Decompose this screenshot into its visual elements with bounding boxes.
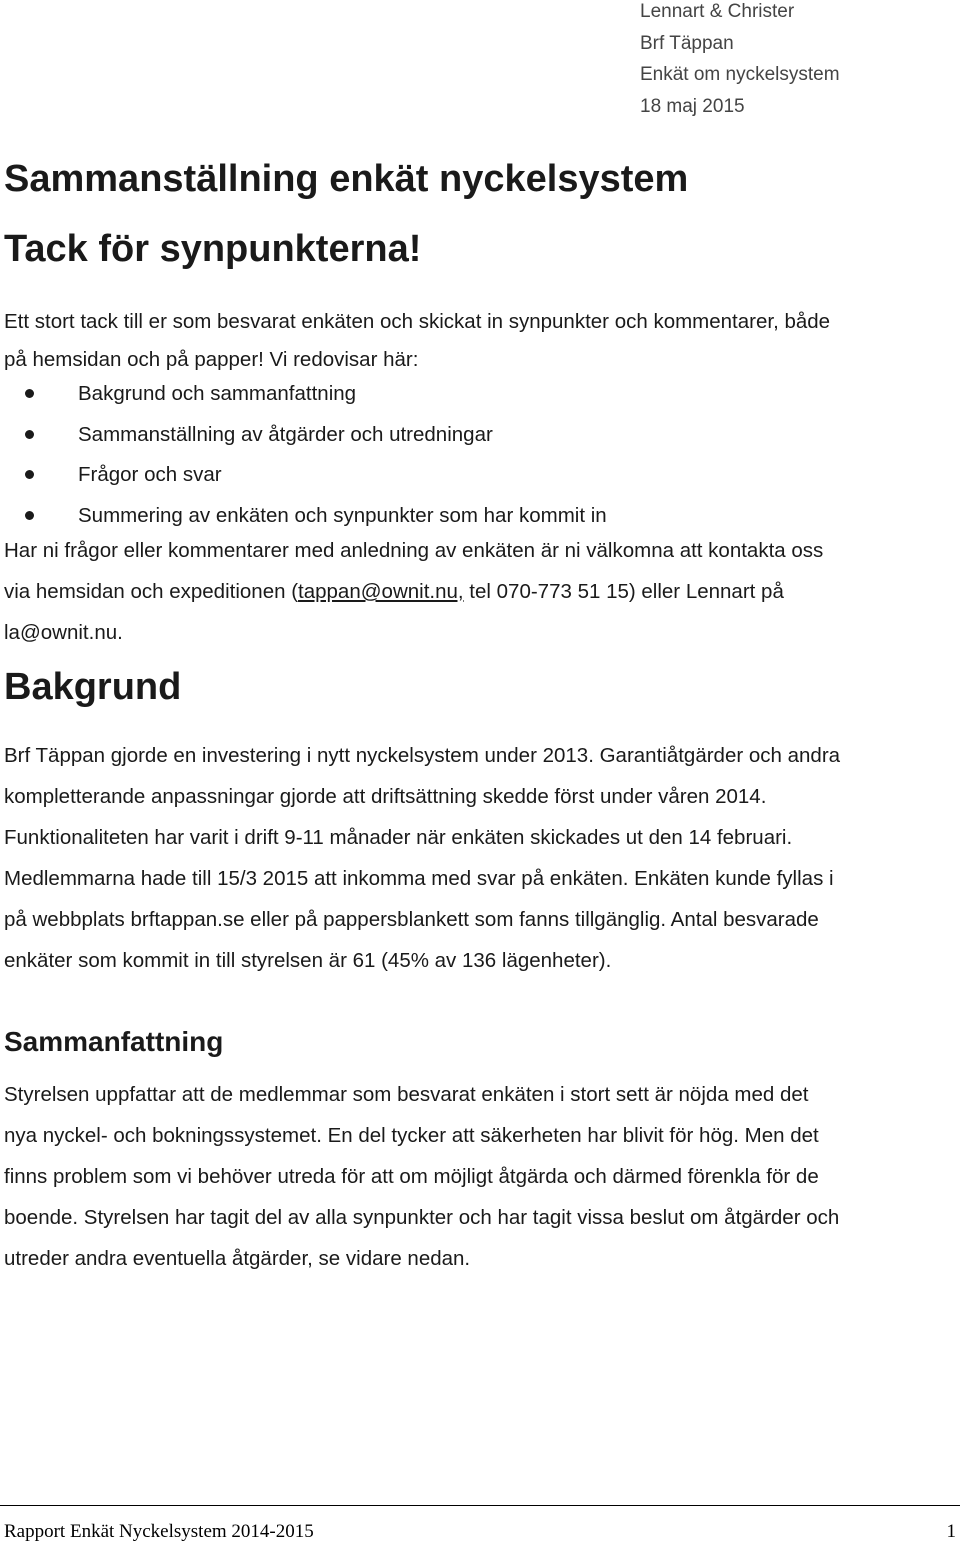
contact-line: via hemsidan och expeditionen (tappan@ownit.nu, tel 070-773 51 15) eller Lennart på [4, 580, 784, 603]
email-link[interactable]: tappan@ownit.nu, [298, 580, 464, 603]
list-item-label: Bakgrund och sammanfattning [78, 382, 357, 405]
paragraph-line: enkäter som kommit in till styrelsen är 61 (45% av 136 lägenheter). [4, 949, 612, 972]
bullet-icon [25, 470, 34, 479]
paragraph-line: Funktionaliteten har varit i drift 9-11 månader när enkäten skickades ut den 14 februari. [4, 826, 793, 849]
list-item-label: Frågor och svar [78, 463, 222, 486]
bullet-icon [25, 389, 34, 398]
paragraph-line: Styrelsen uppfattar att de medlemmar som besvarat enkäten i stort sett är nöjda med det [4, 1083, 809, 1106]
footer-divider [0, 1505, 960, 1506]
paragraph-line: nya nyckel- och bokningssystemet. En del tycker att säkerheten har blivit för hög. Men det [4, 1124, 819, 1147]
header-date: 18 maj 2015 [640, 95, 745, 117]
paragraph-line: Brf Täppan gjorde en investering i nytt nyckelsystem under 2013. Garantiåtgärder och andra [4, 744, 841, 767]
header-authors: Lennart & Christer [640, 1, 795, 22]
list-item [0, 415, 607, 456]
header-organization: Brf Täppan [640, 32, 734, 54]
header-subject: Enkät om nyckelsystem [640, 64, 840, 85]
bakgrund-paragraph [4, 735, 840, 981]
document-header [640, 0, 840, 122]
list-item-label: Summering av enkäten och synpunkter som har kommit in [78, 503, 607, 527]
document-title: Sammanställning enkät nyckelsystem [4, 158, 689, 200]
contact-paragraph [4, 530, 823, 653]
intro-line: Ett stort tack till er som besvarat enkäten och skickat in synpunkter och kommentarer, både [4, 310, 831, 333]
paragraph-line: boende. Styrelsen har tagit del av alla synpunkter och har tagit vissa beslut om åtgärder och [4, 1206, 840, 1229]
contact-line: la@ownit.nu. [4, 621, 123, 644]
list-item [0, 455, 607, 496]
paragraph-line: kompletterande anpassningar gjorde att driftsättning skedde först under våren 2014. [4, 785, 767, 808]
paragraph-line: utreder andra eventuella åtgärder, se vidare nedan. [4, 1247, 471, 1270]
list-item-label: Sammanställning av åtgärder och utredningar [78, 422, 493, 446]
footer-title: Rapport Enkät Nyckelsystem 2014-2015 [4, 1521, 314, 1542]
sammanfattning-paragraph [4, 1074, 839, 1279]
bullet-icon [25, 430, 34, 439]
intro-line: på hemsidan och på papper! Vi redovisar här: [4, 348, 419, 371]
page-number: 1 [946, 1521, 956, 1542]
sammanfattning-heading: Sammanfattning [4, 1026, 224, 1057]
document-subtitle: Tack för synpunkterna! [4, 228, 422, 270]
bakgrund-heading: Bakgrund [4, 666, 182, 708]
paragraph-line: på webbplats brftappan.se eller på pappersblankett som fanns tillgänglig. Antal besvarade [4, 908, 819, 931]
contents-list [0, 374, 607, 536]
paragraph-line: finns problem som vi behöver utreda för att om möjligt åtgärda och därmed förenkla för de [4, 1165, 819, 1188]
list-item [0, 374, 607, 415]
bullet-icon [25, 511, 34, 520]
paragraph-line: Medlemmarna hade till 15/3 2015 att inkomma med svar på enkäten. Enkäten kunde fyllas i [4, 867, 834, 890]
intro-paragraph [4, 303, 830, 379]
contact-line: Har ni frågor eller kommentarer med anledning av enkäten är ni välkomna att kontakta oss [4, 539, 824, 562]
